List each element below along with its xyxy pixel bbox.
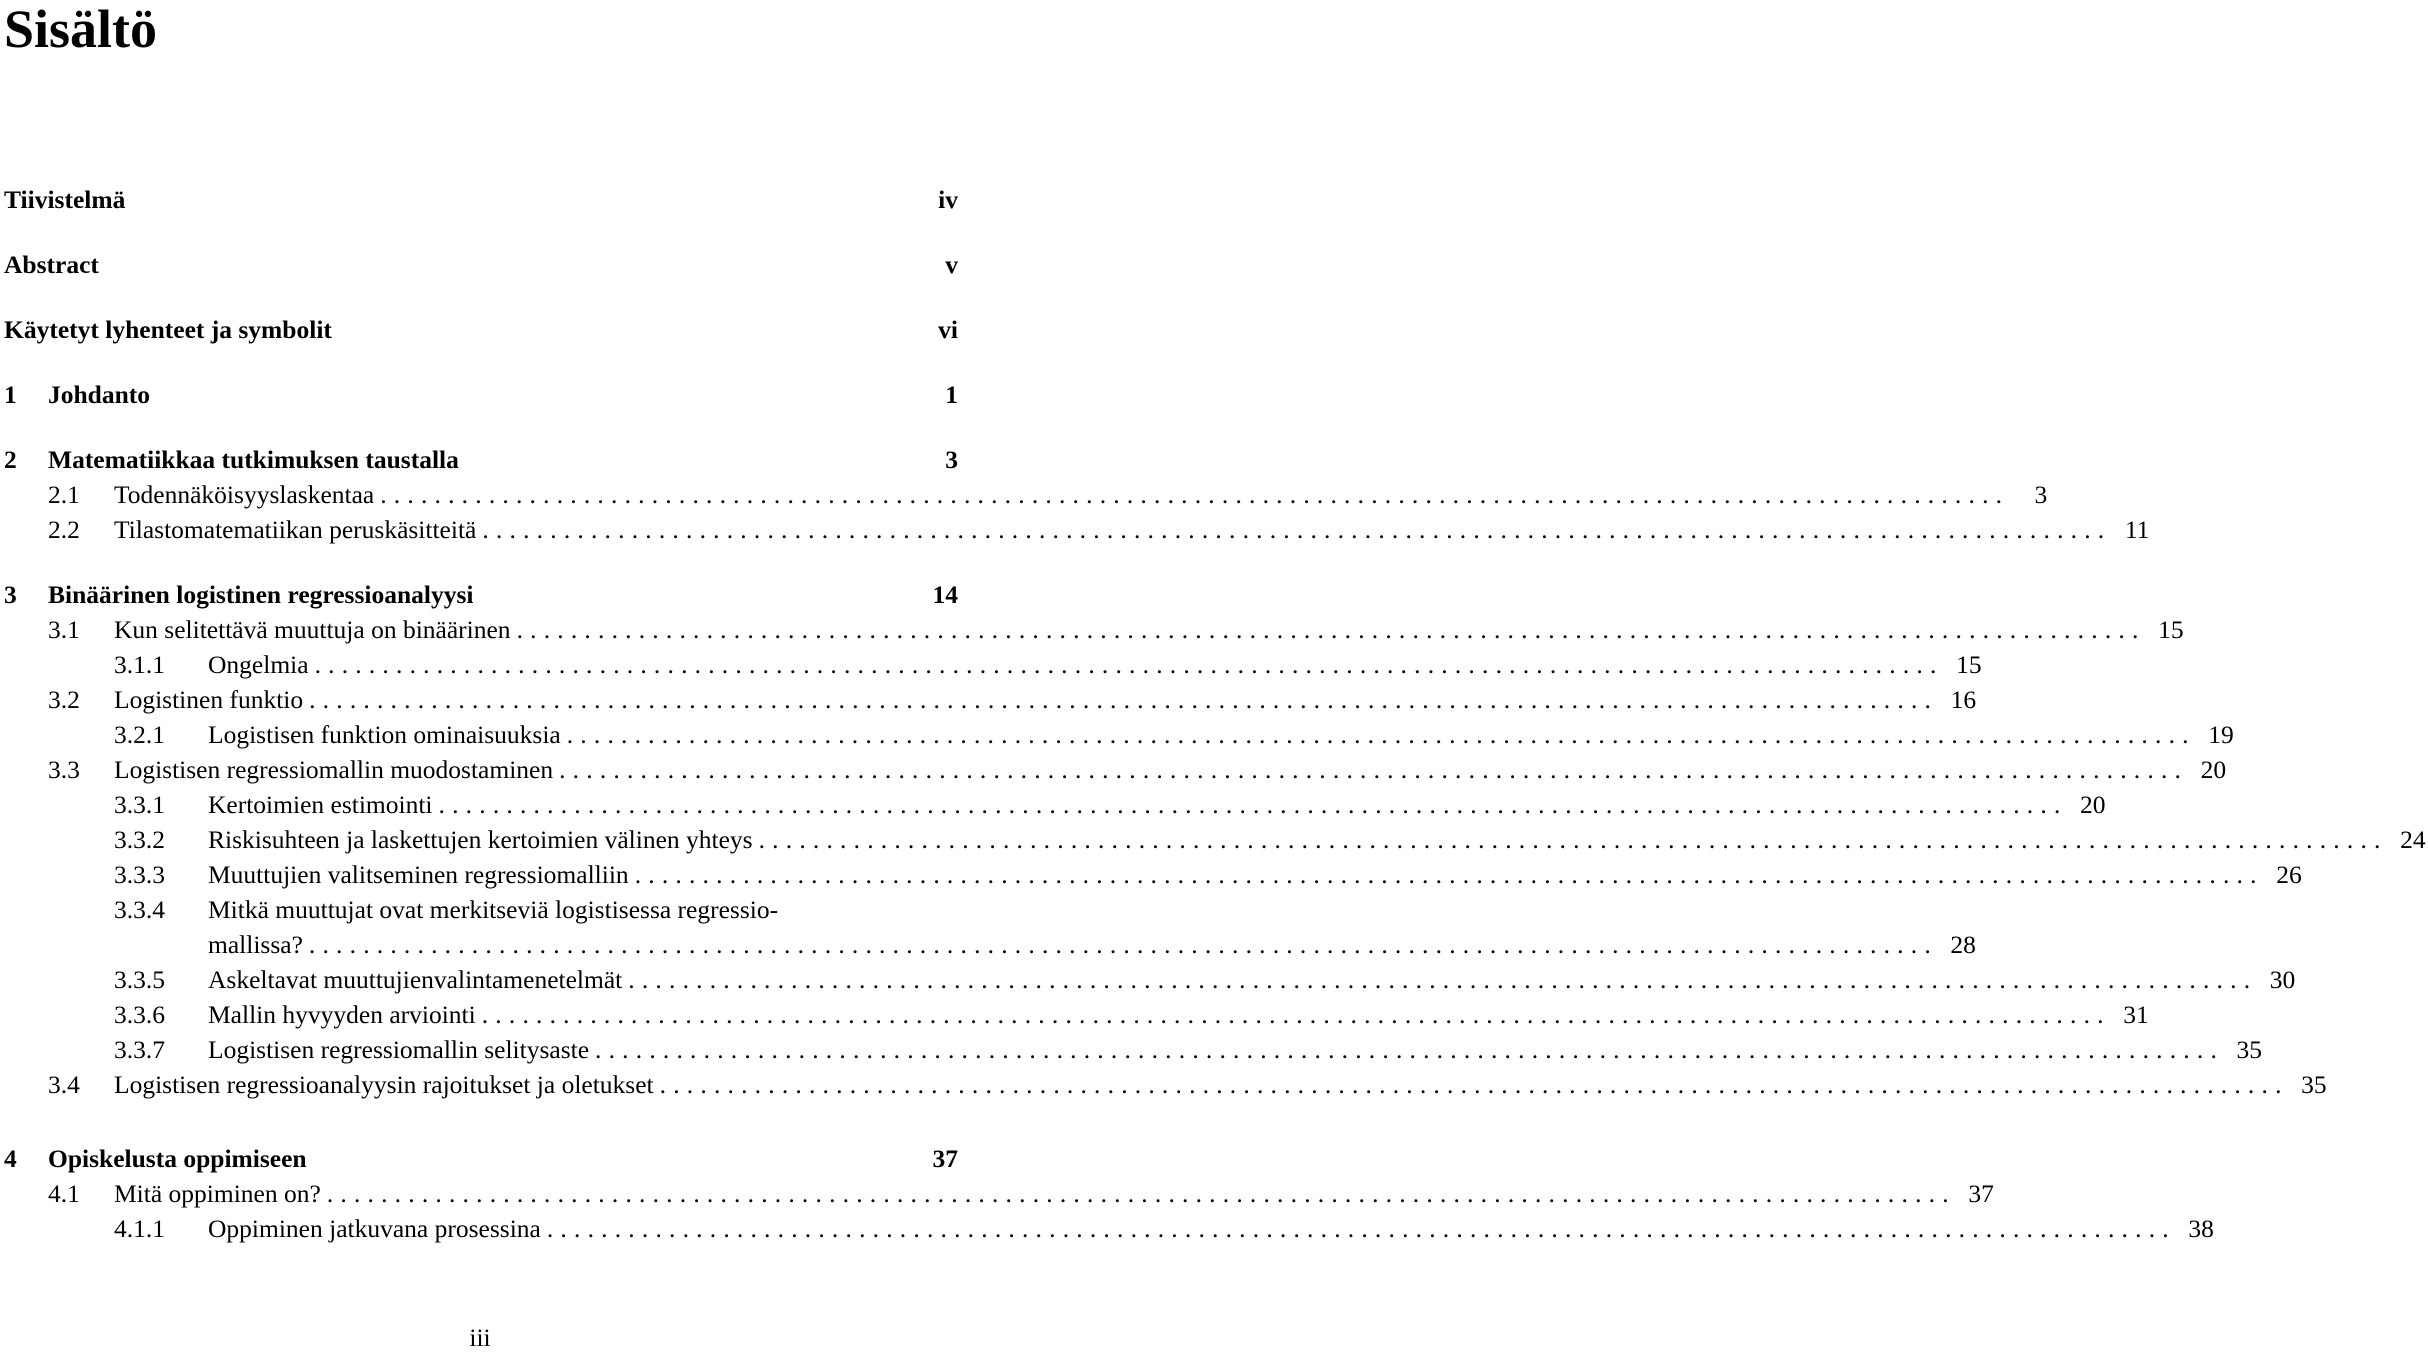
toc-entry-continuation[interactable]: [208, 928, 1976, 962]
toc-entry-label: Mallin hyvyyden arviointi: [208, 1000, 476, 1029]
toc-entry-page: 19: [2208, 720, 2234, 749]
toc-entry-page: 37: [1968, 1179, 1994, 1208]
toc-entry-label: Kun selitettävä muuttuja on binäärinen: [114, 615, 511, 644]
toc-entry-page: 15: [2158, 615, 2184, 644]
dot-leader: ........................................................................................................................: [516, 615, 2146, 644]
toc-entry-number: 3.3.4: [114, 895, 165, 924]
toc-entry[interactable]: [48, 513, 2150, 547]
toc-entry-label: Logistisen regressiomallin muodostaminen: [114, 755, 554, 784]
toc-entry-page: 16: [1950, 685, 1977, 714]
dot-leader: ........................................................................................................................: [438, 790, 2068, 819]
toc-entry-page: 20: [2200, 755, 2227, 784]
toc-entry-number: 4: [4, 1144, 17, 1173]
toc-entry-number: 3.3.6: [114, 1000, 165, 1029]
toc-entry-number: 3.3.2: [114, 825, 165, 854]
toc-entry[interactable]: [114, 858, 2302, 892]
toc-entry-number: 1: [4, 380, 17, 409]
toc-entry-page: 35: [2301, 1070, 2327, 1099]
toc-entry-page: 30: [2269, 965, 2296, 994]
toc-entry-number: 3.3.7: [114, 1035, 165, 1064]
toc-entry[interactable]: [4, 313, 960, 347]
toc-entry-label: Abstract: [4, 250, 99, 279]
toc-entry-page: 26: [2276, 860, 2302, 889]
dot-leader: ........................................................................................................................: [758, 825, 2388, 854]
dot-leader: ........................................................................................................................: [380, 480, 2010, 509]
toc-entry-number: 3.2.1: [114, 720, 165, 749]
toc-entry[interactable]: [114, 1033, 2263, 1067]
dot-leader: ........................................................................................................................: [659, 1070, 2289, 1099]
dot-leader: ........................................................................................................................: [308, 930, 1938, 959]
toc-entry-page: 38: [2188, 1214, 2214, 1243]
toc-entry-page: 28: [1950, 930, 1976, 959]
toc-entry[interactable]: [4, 443, 960, 477]
toc-entry[interactable]: [4, 378, 960, 412]
toc-entry-page: vi: [938, 315, 958, 344]
toc-entry[interactable]: [48, 683, 1977, 717]
toc-entry-number: 3.3.3: [114, 860, 165, 889]
dot-leader: ........................................................................................................................: [326, 1179, 1956, 1208]
toc-entry-page: 3: [2034, 480, 2048, 509]
dot-leader: ........................................................................................................................: [546, 1214, 2176, 1243]
toc-entry-label: Tilastomatematiikan peruskäsitteitä: [114, 515, 477, 544]
toc-entry-label: Todennäköisyyslaskentaa: [114, 480, 375, 509]
toc-entry[interactable]: [114, 718, 2234, 752]
toc-entry[interactable]: [48, 1068, 2327, 1102]
toc-entry[interactable]: [4, 1142, 960, 1176]
toc-entry-label-continuation: mallissa?: [208, 930, 303, 959]
toc-entry-number: 3.1.1: [114, 650, 165, 679]
toc-entry-label: Riskisuhteen ja laskettujen kertoimien välinen yhteys: [208, 825, 753, 854]
toc-entry-number: 2.1: [48, 480, 80, 509]
toc-entry-number: 3.3.1: [114, 790, 165, 819]
toc-entry-label: Binäärinen logistinen regressioanalyysi: [48, 580, 474, 609]
toc-entry[interactable]: [4, 248, 960, 282]
page-title: Sisältö: [4, 0, 158, 59]
toc-entry-page: 15: [1956, 650, 1982, 679]
toc-entry[interactable]: [48, 613, 2184, 647]
toc-entry-label: Tiivistelmä: [4, 185, 126, 214]
toc-entry-label: Logistisen funktion ominaisuuksia: [208, 720, 561, 749]
toc-entry-number: 3.4: [48, 1070, 80, 1099]
toc-entry[interactable]: [114, 823, 2426, 857]
toc-entry-label: Ongelmia: [208, 650, 309, 679]
toc-entry[interactable]: [114, 788, 2106, 822]
toc-entry-number: 2: [4, 445, 17, 474]
toc-entry-number: 4.1.1: [114, 1214, 165, 1243]
dot-leader: ........................................................................................................................: [481, 1000, 2111, 1029]
toc-entry-page: 14: [932, 580, 958, 609]
toc-entry-label: Mitä oppiminen on?: [114, 1179, 321, 1208]
dot-leader: ........................................................................................................................: [634, 860, 2264, 889]
footer-page-number: iii: [469, 1323, 491, 1352]
toc-entry-number: 2.2: [48, 515, 80, 544]
toc-entry-page: 35: [2236, 1035, 2263, 1064]
toc-entry-page: 11: [2124, 515, 2150, 544]
dot-leader: ........................................................................................................................: [314, 650, 1944, 679]
toc-entry[interactable]: [114, 648, 1982, 682]
toc-entry-label: Oppiminen jatkuvana prosessina: [208, 1214, 541, 1243]
toc-entry[interactable]: [48, 753, 2227, 787]
dot-leader: ........................................................................................................................: [482, 515, 2112, 544]
toc-entry-number: 3.3.5: [114, 965, 165, 994]
toc-entry-page: iv: [938, 185, 958, 214]
toc-entry-label: Kertoimien estimointi: [208, 790, 433, 819]
toc-entry[interactable]: [114, 963, 2296, 997]
toc-entry-page: v: [945, 250, 958, 279]
toc-entry-label: Askeltavat muuttujienvalintamenetelmät: [208, 965, 623, 994]
toc-entry-page: 20: [2080, 790, 2106, 819]
toc-entry-page: 1: [945, 380, 958, 409]
toc-entry-label: Käytetyt lyhenteet ja symbolit: [4, 315, 332, 344]
toc-entry-page: 37: [932, 1144, 958, 1173]
toc-entry-page: 24: [2400, 825, 2426, 854]
toc-entry[interactable]: [114, 1212, 2214, 1246]
toc-entry-page: 3: [945, 445, 958, 474]
toc-entry-label: Logistisen regressioanalyysin rajoitukset ja oletukset: [114, 1070, 654, 1099]
toc-entry-label: Logistisen regressiomallin selitysaste: [208, 1035, 590, 1064]
dot-leader: ........................................................................................................................: [628, 965, 2258, 994]
toc-entry-number: 4.1: [48, 1179, 80, 1208]
toc-entry-label: Matematiikkaa tutkimuksen taustalla: [48, 445, 459, 474]
dot-leader: ........................................................................................................................: [309, 685, 1939, 714]
toc-entry-number: 3.2: [48, 685, 80, 714]
toc-entry-number: 3: [4, 580, 17, 609]
toc-entry[interactable]: [114, 893, 960, 927]
toc-entry[interactable]: [48, 1177, 1994, 1211]
dot-leader: ........................................................................................................................: [566, 720, 2196, 749]
toc-entry-label: Johdanto: [48, 380, 151, 409]
toc-entry-label: Opiskelusta oppimiseen: [48, 1144, 307, 1173]
toc-entry[interactable]: [114, 998, 2149, 1032]
toc-entry[interactable]: [4, 578, 960, 612]
toc-entry-number: 3.3: [48, 755, 80, 784]
toc-entry[interactable]: [48, 478, 2048, 512]
toc-entry-page: 31: [2123, 1000, 2149, 1029]
toc-entry-label: Mitkä muuttujat ovat merkitseviä logistisessa regressio-: [208, 895, 779, 924]
dot-leader: ........................................................................................................................: [595, 1035, 2225, 1064]
toc-entry-number: 3.1: [48, 615, 80, 644]
toc-entry[interactable]: [4, 183, 960, 217]
toc-entry-label: Muuttujien valitseminen regressiomalliin: [208, 860, 629, 889]
toc-entry-label: Logistinen funktio: [114, 685, 304, 714]
dot-leader: ........................................................................................................................: [559, 755, 2189, 784]
